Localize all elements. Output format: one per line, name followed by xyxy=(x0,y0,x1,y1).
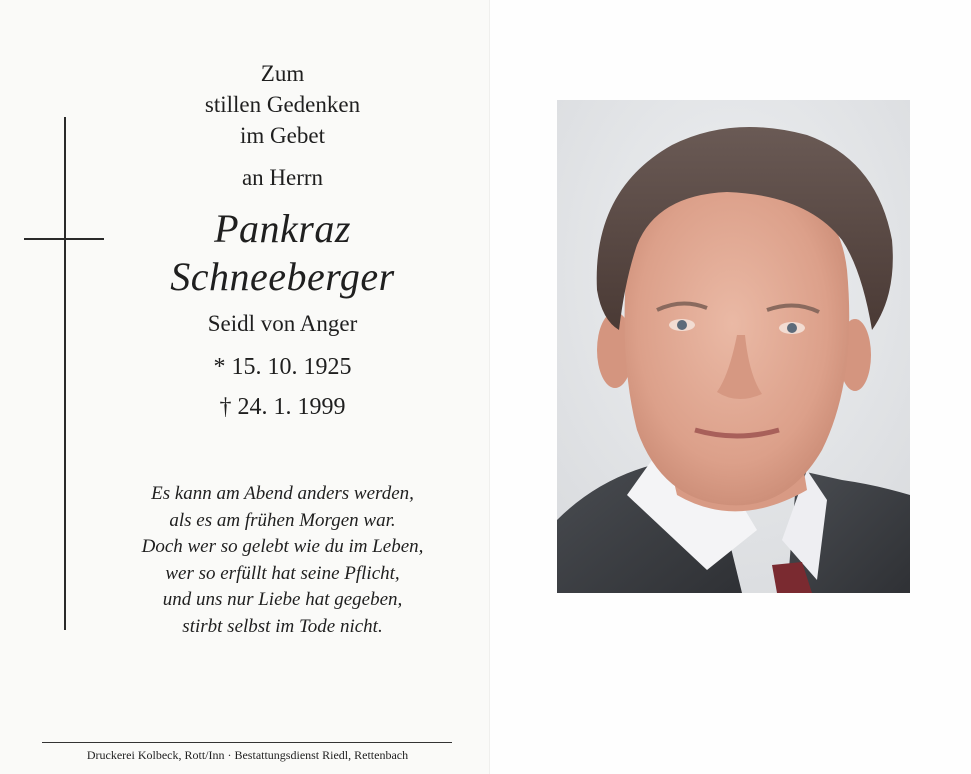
last-name: Schneeberger xyxy=(170,254,395,299)
salutation: an Herrn xyxy=(241,165,324,190)
heading-line: stillen Gedenken xyxy=(204,92,361,117)
poem-line: Es kann am Abend anders werden, xyxy=(151,483,414,504)
portrait-photo xyxy=(557,100,910,593)
first-name: Pankraz xyxy=(214,206,351,251)
birth-date: * 15. 10. 1925 xyxy=(213,354,352,380)
poem-line: und uns nur Liebe hat gegeben, xyxy=(162,589,403,610)
printer-credit: Druckerei Kolbeck, Rott/Inn · Bestattungsdienst Riedl, Rettenbach xyxy=(86,748,409,762)
house-name: Seidl von Anger xyxy=(207,311,358,336)
poem-line: Doch wer so gelebt wie du im Leben, xyxy=(141,536,424,557)
footer-rule xyxy=(42,742,452,743)
heading-line: im Gebet xyxy=(240,123,325,148)
poem-line: stirbt selbst im Tode nicht. xyxy=(182,615,383,637)
poem-line: als es am frühen Morgen war. xyxy=(169,509,396,531)
heading xyxy=(90,58,475,151)
poem xyxy=(90,481,475,640)
heading-line: Zum xyxy=(260,61,305,86)
poem-line: wer so erfüllt hat seine Pflicht, xyxy=(165,562,400,584)
cross-icon xyxy=(64,117,66,630)
death-date: † 24. 1. 1999 xyxy=(219,394,346,420)
